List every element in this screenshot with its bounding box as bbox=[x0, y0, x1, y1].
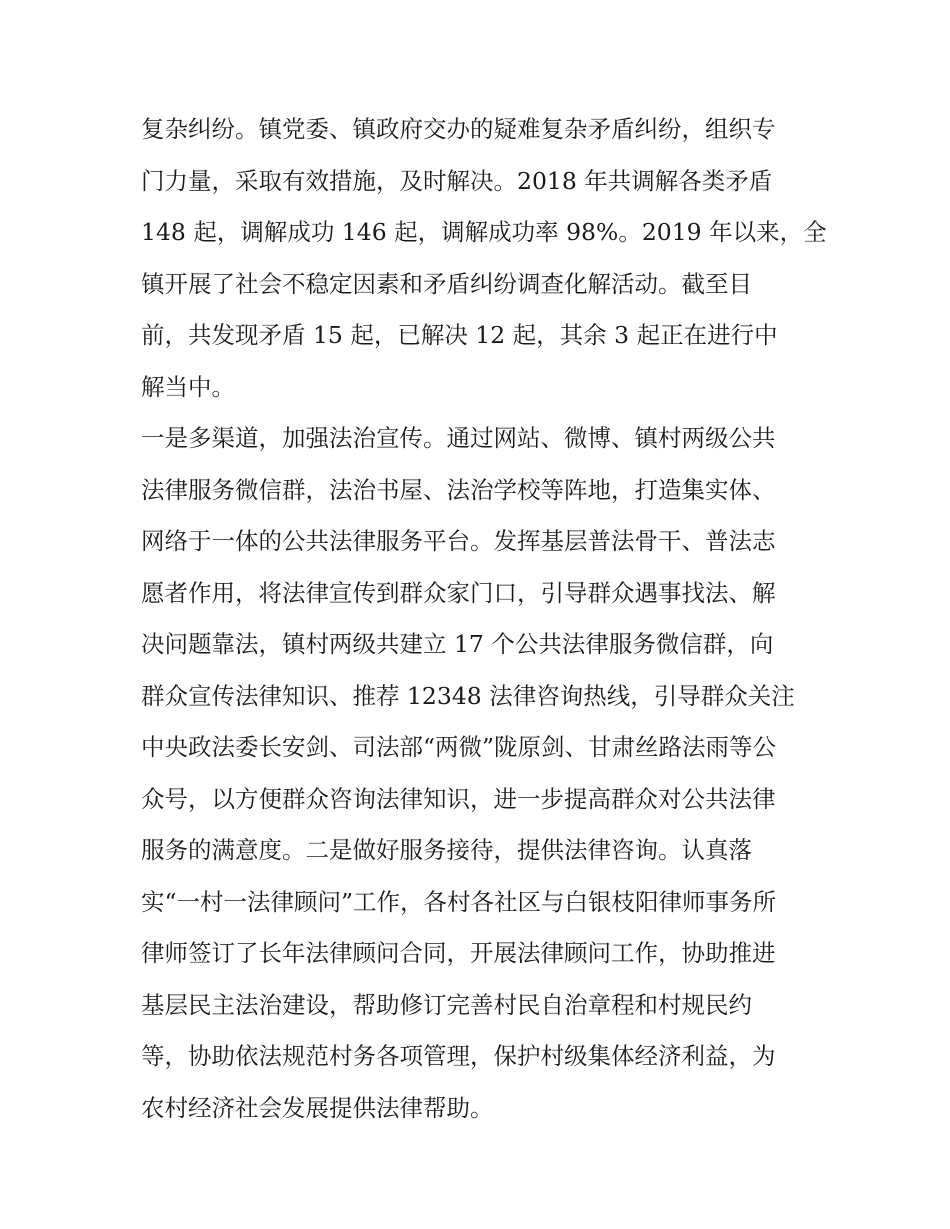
text-line: 农村经济社会发展提供法律帮助。 bbox=[141, 1093, 494, 1122]
text-line: 门力量，采取有效措施，及时解决。2018 年共调解各类矛盾 bbox=[141, 166, 773, 195]
text-line: 愿者作用，将法律宣传到群众家门口，引导群众遇事找法、解 bbox=[141, 578, 776, 607]
text-line: 148 起，调解成功 146 起，调解成功率 98%。2019 年以来，全 bbox=[141, 218, 827, 246]
body-text bbox=[141, 104, 827, 1134]
text-line: 镇开展了社会不稳定因素和矛盾纠纷调查化解活动。截至目 bbox=[141, 269, 752, 298]
text-line: 众号，以方便群众咨询法律知识，进一步提高群众对公共法律 bbox=[141, 784, 776, 813]
text-line: 实“一村一法律顾问”工作，各村各社区与白银枝阳律师事务所 bbox=[141, 887, 777, 916]
text-line: 复杂纠纷。镇党委、镇政府交办的疑难复杂矛盾纠纷，组织专 bbox=[141, 115, 776, 143]
text-line: 网络于一体的公共法律服务平台。发挥基层普法骨干、普法志 bbox=[141, 527, 776, 555]
text-line: 律师签订了长年法律顾问合同，开展法律顾问工作，协助推进 bbox=[141, 939, 776, 967]
text-line: 群众宣传法律知识、推荐 12348 法律咨询热线，引导群众关注 bbox=[141, 681, 795, 710]
text-line: 一是多渠道，加强法治宣传。通过网站、微博、镇村两级公共 bbox=[141, 424, 776, 452]
text-line: 中央政法委长安剑、司法部“两微”陇原剑、甘肃丝路法雨等公 bbox=[141, 733, 777, 761]
text-line: 服务的满意度。二是做好服务接待，提供法律咨询。认真落 bbox=[141, 836, 752, 864]
text-line: 基层民主法治建设，帮助修订完善村民自治章程和村规民约 bbox=[141, 990, 752, 1019]
text-line: 解当中。 bbox=[141, 372, 235, 401]
text-line: 法律服务微信群，法治书屋、法治学校等阵地，打造集实体、 bbox=[141, 475, 776, 504]
text-line: 决问题靠法，镇村两级共建立 17 个公共法律服务微信群，向 bbox=[141, 630, 774, 658]
text-line: 前，共发现矛盾 15 起，已解决 12 起，其余 3 起正在进行中 bbox=[141, 321, 778, 349]
text-line: 等，协助依法规范村务各项管理，保护村级集体经济利益，为 bbox=[141, 1042, 776, 1070]
